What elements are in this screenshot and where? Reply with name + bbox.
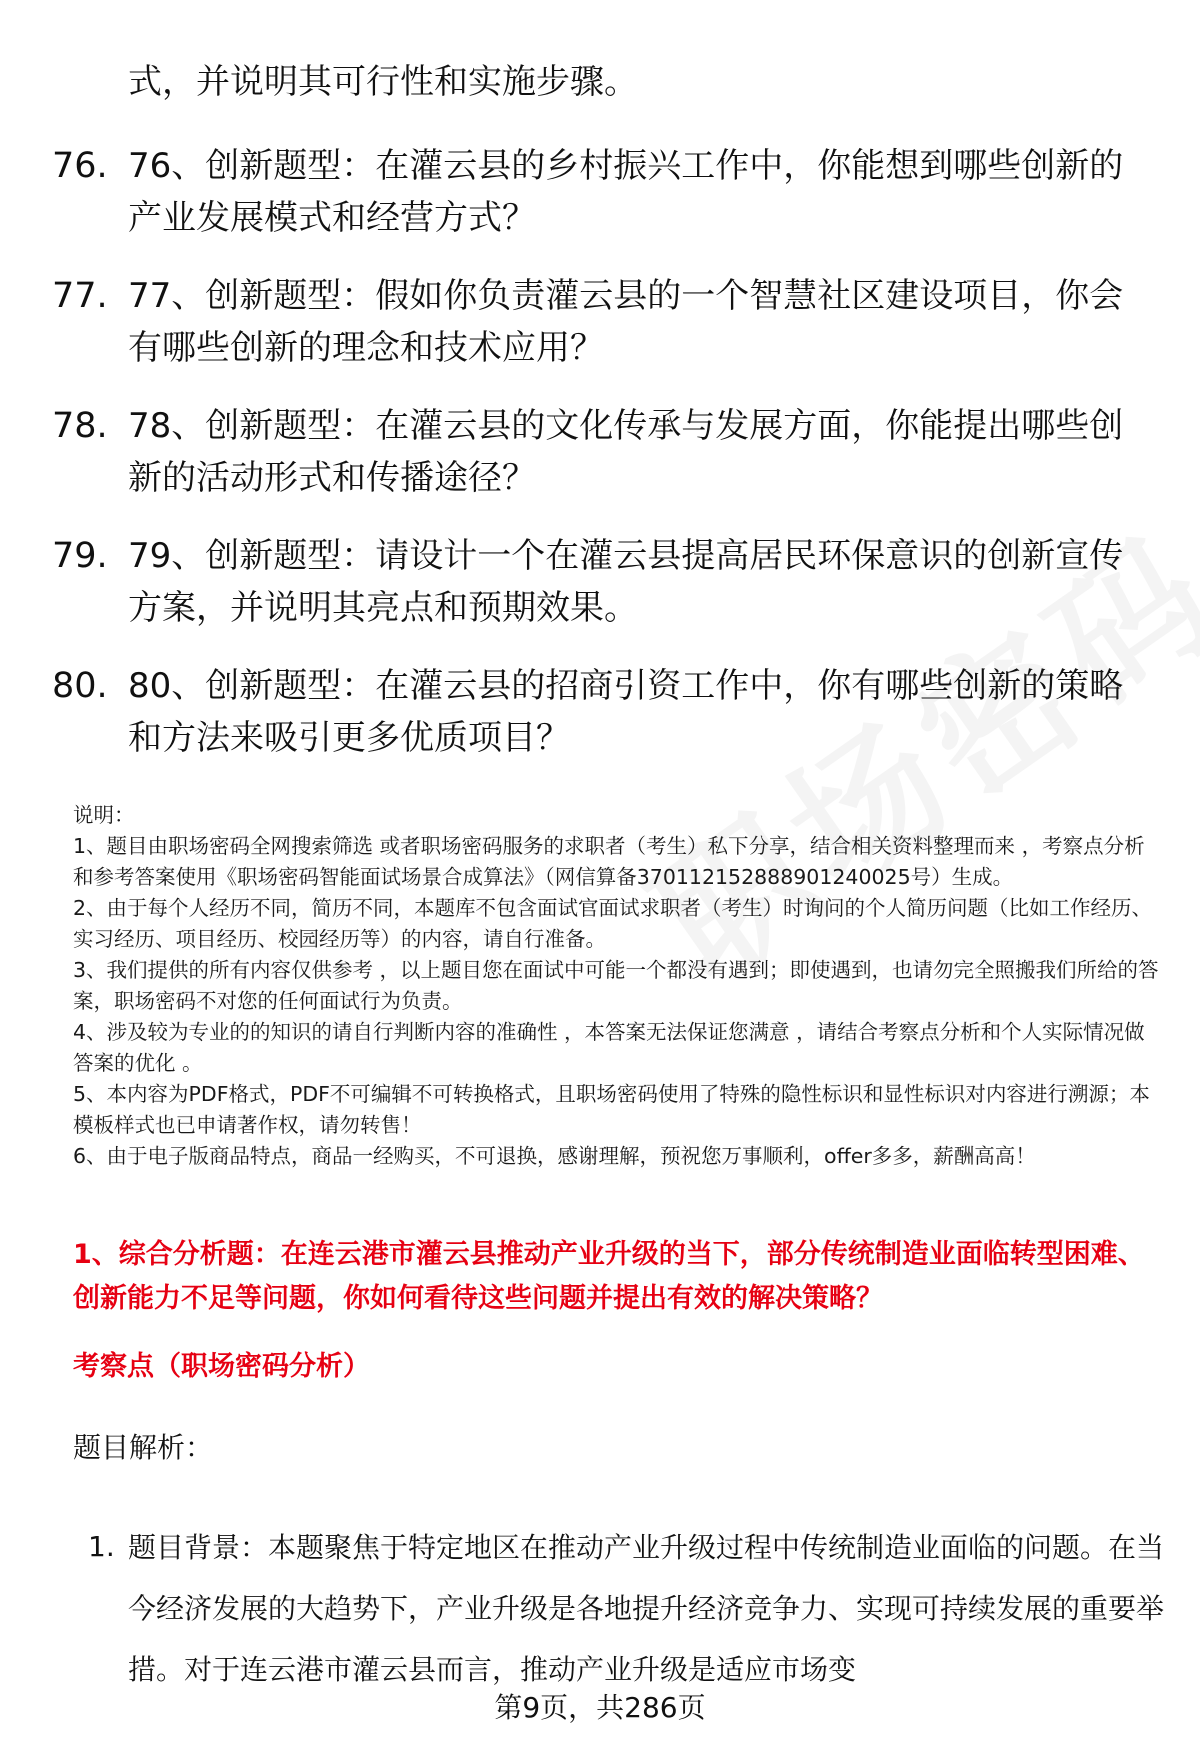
note-item: 5、本内容为PDF格式，PDF不可编辑不可转换格式，且职场密码使用了特殊的隐性标识和显性标识对内容进行溯源；本模板样式也已申请著作权，请勿转售！: [73, 1082, 1150, 1137]
note-item: 2、由于每个人经历不同，简历不同，本题库不包含面试官面试求职者（考生）时询问的个人简历问题（比如工作经历、实习经历、项目经历、校园经历等）的内容，请自行准备。: [73, 896, 1153, 951]
analysis-number: 1.: [88, 1530, 115, 1563]
list-item: [52, 660, 1152, 764]
question-number: 76.: [52, 146, 108, 186]
question-text: 77、创新题型：假如你负责灌云县的一个智慧社区建设项目，你会有哪些创新的理念和技术应用？: [128, 276, 1124, 368]
note-item: 3、我们提供的所有内容仅供参考 ，以上题目您在面试中可能一个都没有遇到；即使遇到，也请勿完全照搬我们所给的答案，职场密码不对您的任何面试行为负责。: [73, 958, 1159, 1013]
note-item: 4、涉及较为专业的的知识的请自行判断内容的准确性 ，本答案无法保证您满意 ，请结合考察点分析和个人实际情况做答案的优化 。: [73, 1020, 1145, 1075]
list-item: [52, 530, 1152, 634]
list-item: [52, 400, 1152, 504]
question-text: 79、创新题型：请设计一个在灌云县提高居民环保意识的创新宣传方案，并说明其亮点和预期效果。: [128, 536, 1124, 628]
analysis-item: [88, 1517, 1168, 1700]
page-footer: 第9页，共286页: [494, 1691, 706, 1724]
focus-heading: 考察点（职场密码分析）: [73, 1351, 370, 1382]
list-item: [52, 270, 1152, 374]
analysis-text: 题目背景：本题聚焦于特定地区在推动产业升级过程中传统制造业面临的问题。在当今经济发展的大趋势下，产业升级是各地提升经济竞争力、实现可持续发展的重要举措。对于连云港市灌云县而言，推动产业升级是适应市场变: [128, 1531, 1165, 1686]
note-item: 1、题目由职场密码全网搜索筛选 或者职场密码服务的求职者（考生）私下分享，结合相关资料整理而来 ，考察点分析和参考答案使用《职场密码智能面试场景合成算法》（网信算备370112152888901240025号）生成。: [73, 834, 1145, 889]
question-number: 80.: [52, 666, 108, 706]
main-question: 1、综合分析题：在连云港市灌云县推动产业升级的当下，部分传统制造业面临转型困难、创新能力不足等问题，你如何看待这些问题并提出有效的解决策略？: [73, 1239, 1145, 1314]
notes-title: 说明：: [73, 803, 135, 827]
analysis-heading: 题目解析：: [73, 1431, 214, 1464]
notes-section: [73, 800, 1159, 1172]
question-number: 79.: [52, 536, 108, 576]
note-item: 6、由于电子版商品特点，商品一经购买，不可退换，感谢理解，预祝您万事顺利，offer多多，薪酬高高！: [73, 1144, 1036, 1168]
question-text: 78、创新题型：在灌云县的文化传承与发展方面，你能提出哪些创新的活动形式和传播途径？: [128, 406, 1124, 498]
question-number: 77.: [52, 276, 108, 316]
question-text: 76、创新题型：在灌云县的乡村振兴工作中，你能想到哪些创新的产业发展模式和经营方式？: [128, 146, 1124, 238]
list-item: [52, 140, 1152, 244]
question-list: [52, 140, 1152, 790]
continuation-text: 式，并说明其可行性和实施步骤。: [128, 62, 638, 102]
question-number: 78.: [52, 406, 108, 446]
question-text: 80、创新题型：在灌云县的招商引资工作中，你有哪些创新的策略和方法来吸引更多优质项目？: [128, 666, 1124, 758]
